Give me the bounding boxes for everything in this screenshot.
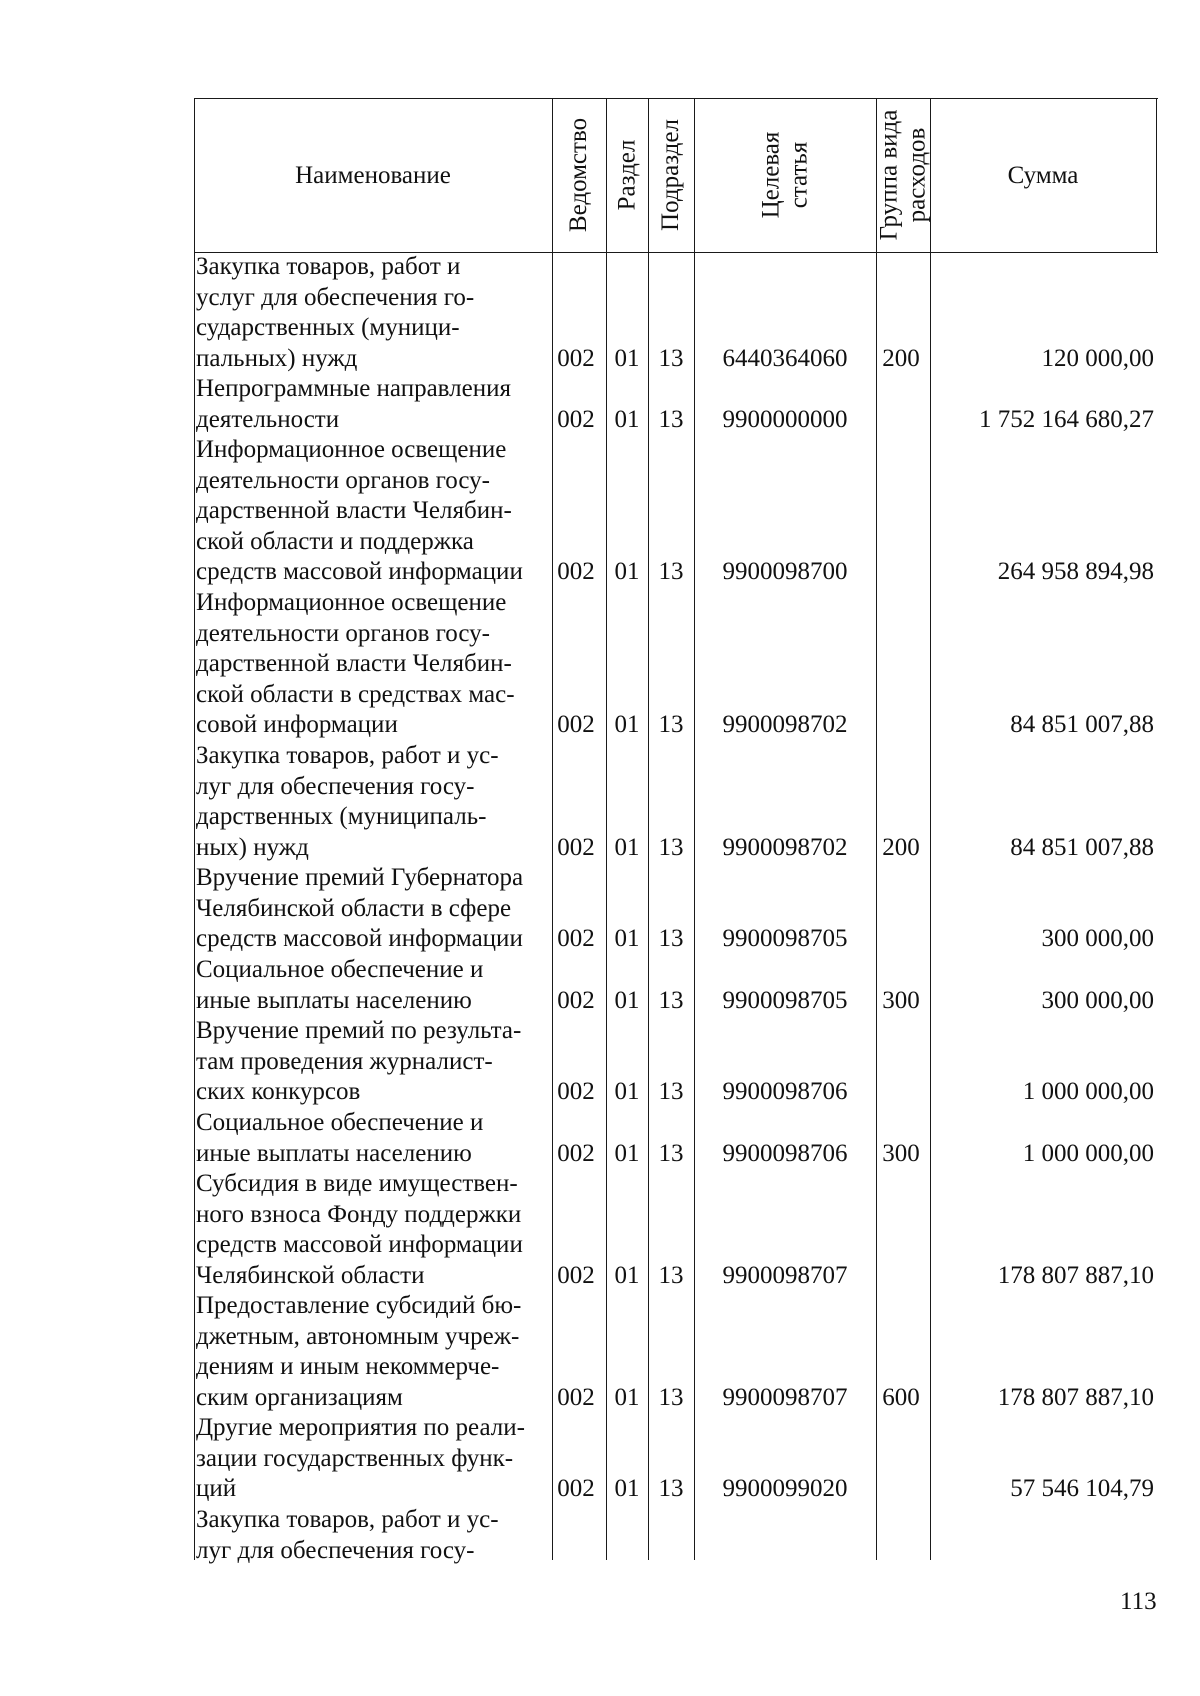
row-name: Информационное освещение деятельности органов госу- дарственной власти Челябин- ской области и поддержка средств массовой информации	[196, 436, 523, 585]
cell-summa: 120 000,00	[1041, 345, 1154, 372]
cell-vedomstvo: 002	[557, 1078, 595, 1105]
cell-razdel: 01	[614, 925, 640, 952]
page-number: 113	[1120, 1588, 1157, 1615]
cell-gruppa: 200	[882, 834, 920, 861]
cell-summa: 300 000,00	[1041, 925, 1154, 952]
cell-celevaya: 9900098705	[722, 987, 848, 1014]
cell-celevaya: 6440364060	[722, 345, 848, 372]
row-name: Непрограммные направления деятельности	[196, 375, 511, 433]
column-divider	[930, 98, 931, 1560]
cell-vedomstvo: 002	[557, 1262, 595, 1289]
cell-gruppa: 200	[882, 345, 920, 372]
cell-gruppa: 300	[882, 1140, 920, 1167]
cell-celevaya: 9900098706	[722, 1078, 848, 1105]
row-name: Другие мероприятия по реали- зации государственных функ- ций	[196, 1414, 525, 1502]
cell-celevaya: 9900098705	[722, 925, 848, 952]
row-name: Социальное обеспечение и иные выплаты населению	[196, 1109, 484, 1167]
cell-podrazdel: 13	[658, 1262, 684, 1289]
cell-gruppa: 300	[882, 987, 920, 1014]
cell-podrazdel: 13	[658, 1140, 684, 1167]
row-name: Предоставление субсидий бю- джетным, автономным учреж- дениям и иным некоммерче- ским организациям	[196, 1292, 522, 1411]
cell-celevaya: 9900098702	[722, 711, 848, 738]
cell-razdel: 01	[614, 1078, 640, 1105]
cell-vedomstvo: 002	[557, 834, 595, 861]
cell-celevaya: 9900098706	[722, 1140, 848, 1167]
cell-podrazdel: 13	[658, 987, 684, 1014]
cell-summa: 178 807 887,10	[997, 1384, 1154, 1411]
cell-vedomstvo: 002	[557, 1140, 595, 1167]
column-divider	[648, 98, 649, 1560]
cell-podrazdel: 13	[658, 834, 684, 861]
cell-vedomstvo: 002	[557, 987, 595, 1014]
cell-podrazdel: 13	[658, 925, 684, 952]
cell-podrazdel: 13	[658, 406, 684, 433]
cell-celevaya: 9900000000	[722, 406, 848, 433]
cell-gruppa: 600	[882, 1384, 920, 1411]
cell-razdel: 01	[614, 558, 640, 585]
cell-summa: 300 000,00	[1041, 987, 1154, 1014]
row-name: Закупка товаров, работ и ус- луг для обеспечения госу-	[196, 1506, 499, 1564]
column-divider	[694, 98, 695, 1560]
row-name: Субсидия в виде имуществен- ного взноса Фонду поддержки средств массовой информации Челябинской области	[196, 1170, 523, 1289]
cell-vedomstvo: 002	[557, 406, 595, 433]
cell-razdel: 01	[614, 1140, 640, 1167]
column-divider	[606, 98, 607, 1560]
cell-podrazdel: 13	[658, 1384, 684, 1411]
header-vedomstvo: Ведомство	[565, 117, 593, 233]
cell-razdel: 01	[614, 1262, 640, 1289]
cell-summa: 57 546 104,79	[1010, 1475, 1154, 1502]
cell-summa: 1 000 000,00	[1022, 1140, 1154, 1167]
header-podrazdel: Подраздел	[657, 119, 684, 231]
column-divider	[552, 98, 553, 1560]
cell-razdel: 01	[614, 406, 640, 433]
cell-razdel: 01	[614, 1475, 640, 1502]
cell-podrazdel: 13	[658, 1475, 684, 1502]
cell-podrazdel: 13	[658, 345, 684, 372]
cell-celevaya: 9900099020	[722, 1475, 848, 1502]
header-summa: Сумма	[1007, 161, 1079, 189]
header-name: Наименование	[295, 161, 451, 189]
cell-summa: 1 752 164 680,27	[979, 406, 1154, 433]
header-gruppa-vida-rashodov: Группа вида расходов	[875, 109, 930, 241]
cell-summa: 178 807 887,10	[997, 1262, 1154, 1289]
cell-vedomstvo: 002	[557, 925, 595, 952]
cell-summa: 84 851 007,88	[1010, 834, 1154, 861]
cell-summa: 264 958 894,98	[997, 558, 1154, 585]
row-name: Закупка товаров, работ и услуг для обеспечения го- сударственных (муници- пальных) нужд	[196, 253, 475, 372]
cell-celevaya: 9900098700	[722, 558, 848, 585]
table-left-border	[194, 98, 195, 1560]
cell-vedomstvo: 002	[557, 345, 595, 372]
cell-summa: 1 000 000,00	[1022, 1078, 1154, 1105]
header-razdel: Раздел	[613, 139, 640, 211]
cell-vedomstvo: 002	[557, 1475, 595, 1502]
cell-razdel: 01	[614, 987, 640, 1014]
budget-table	[194, 98, 1158, 1564]
row-name: Вручение премий по результа- там проведения журналист- ских конкурсов	[196, 1017, 522, 1105]
cell-celevaya: 9900098707	[722, 1262, 848, 1289]
cell-razdel: 01	[614, 711, 640, 738]
row-name: Информационное освещение деятельности органов госу- дарственной власти Челябин- ской области в средствах мас- совой информации	[196, 589, 515, 738]
cell-podrazdel: 13	[658, 558, 684, 585]
row-name: Вручение премий Губернатора Челябинской области в сфере средств массовой информации	[196, 864, 524, 952]
cell-razdel: 01	[614, 1384, 640, 1411]
column-divider	[876, 98, 877, 1560]
row-name: Социальное обеспечение и иные выплаты населению	[196, 956, 484, 1014]
cell-podrazdel: 13	[658, 1078, 684, 1105]
cell-summa: 84 851 007,88	[1010, 711, 1154, 738]
header-celevaya-statya: Целевая статья	[756, 131, 812, 219]
cell-celevaya: 9900098707	[722, 1384, 848, 1411]
cell-vedomstvo: 002	[557, 558, 595, 585]
cell-razdel: 01	[614, 834, 640, 861]
row-name: Закупка товаров, работ и ус- луг для обеспечения госу- дарственных (муниципаль- ных) нужд	[196, 742, 499, 861]
table-right-border	[1156, 98, 1157, 252]
cell-vedomstvo: 002	[557, 1384, 595, 1411]
cell-celevaya: 9900098702	[722, 834, 848, 861]
cell-razdel: 01	[614, 345, 640, 372]
cell-podrazdel: 13	[658, 711, 684, 738]
cell-vedomstvo: 002	[557, 711, 595, 738]
